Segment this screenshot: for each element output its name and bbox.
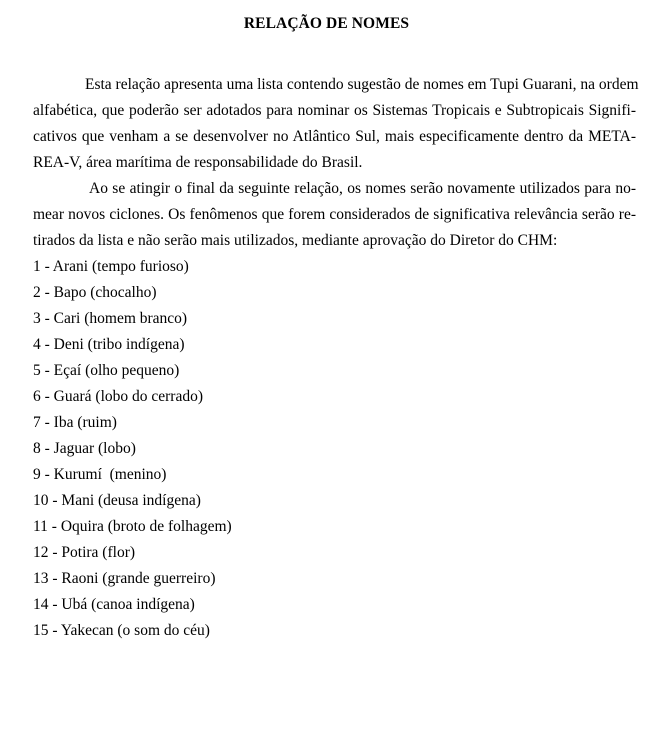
paragraph-line: alfabética, que poderão ser adotados para nominar os Sistemas Tropicais e Subtropicais Signifi-: [33, 102, 636, 119]
list-item: 5 - Eçaí (olho pequeno): [33, 362, 180, 379]
paragraph-line: cativos que venham a se desenvolver no Atlântico Sul, mais especificamente dentro da META-: [33, 128, 636, 145]
intro-paragraph: [33, 72, 639, 176]
list-item: 11 - Oquira (broto de folhagem): [33, 518, 232, 535]
list-item: 3 - Cari (homem branco): [33, 310, 188, 327]
list-item: 4 - Deni (tribo indígena): [33, 336, 185, 353]
paragraph-line: mear novos ciclones. Os fenômenos que forem considerados de significativa relevância serão re-: [33, 206, 636, 223]
list-item: 7 - Iba (ruim): [33, 414, 117, 431]
paragraph-line: tirados da lista e não serão mais utilizados, mediante aprovação do Diretor do CHM:: [33, 232, 558, 249]
paragraph-line: Ao se atingir o final da seguinte relação, os nomes serão novamente utilizados para no-: [89, 180, 636, 197]
reuse-paragraph: [33, 176, 636, 254]
list-item: 9 - Kurumí (menino): [33, 466, 167, 483]
list-item: 8 - Jaguar (lobo): [33, 440, 136, 457]
list-item: 13 - Raoni (grande guerreiro): [33, 570, 216, 587]
list-item: 14 - Ubá (canoa indígena): [33, 596, 195, 613]
list-item: 12 - Potira (flor): [33, 544, 136, 561]
list-item: 10 - Mani (deusa indígena): [33, 492, 201, 509]
list-item: 2 - Bapo (chocalho): [33, 284, 157, 301]
list-item: 15 - Yakecan (o som do céu): [33, 622, 210, 639]
names-list: [33, 254, 232, 644]
list-item: 1 - Arani (tempo furioso): [33, 258, 189, 275]
paragraph-line: REA-V, área marítima de responsabilidade do Brasil.: [33, 154, 363, 171]
list-item: 6 - Guará (lobo do cerrado): [33, 388, 203, 405]
paragraph-line: Esta relação apresenta uma lista contendo sugestão de nomes em Tupi Guarani, na ordem: [85, 76, 639, 93]
page-title: RELAÇÃO DE NOMES: [243, 15, 410, 32]
